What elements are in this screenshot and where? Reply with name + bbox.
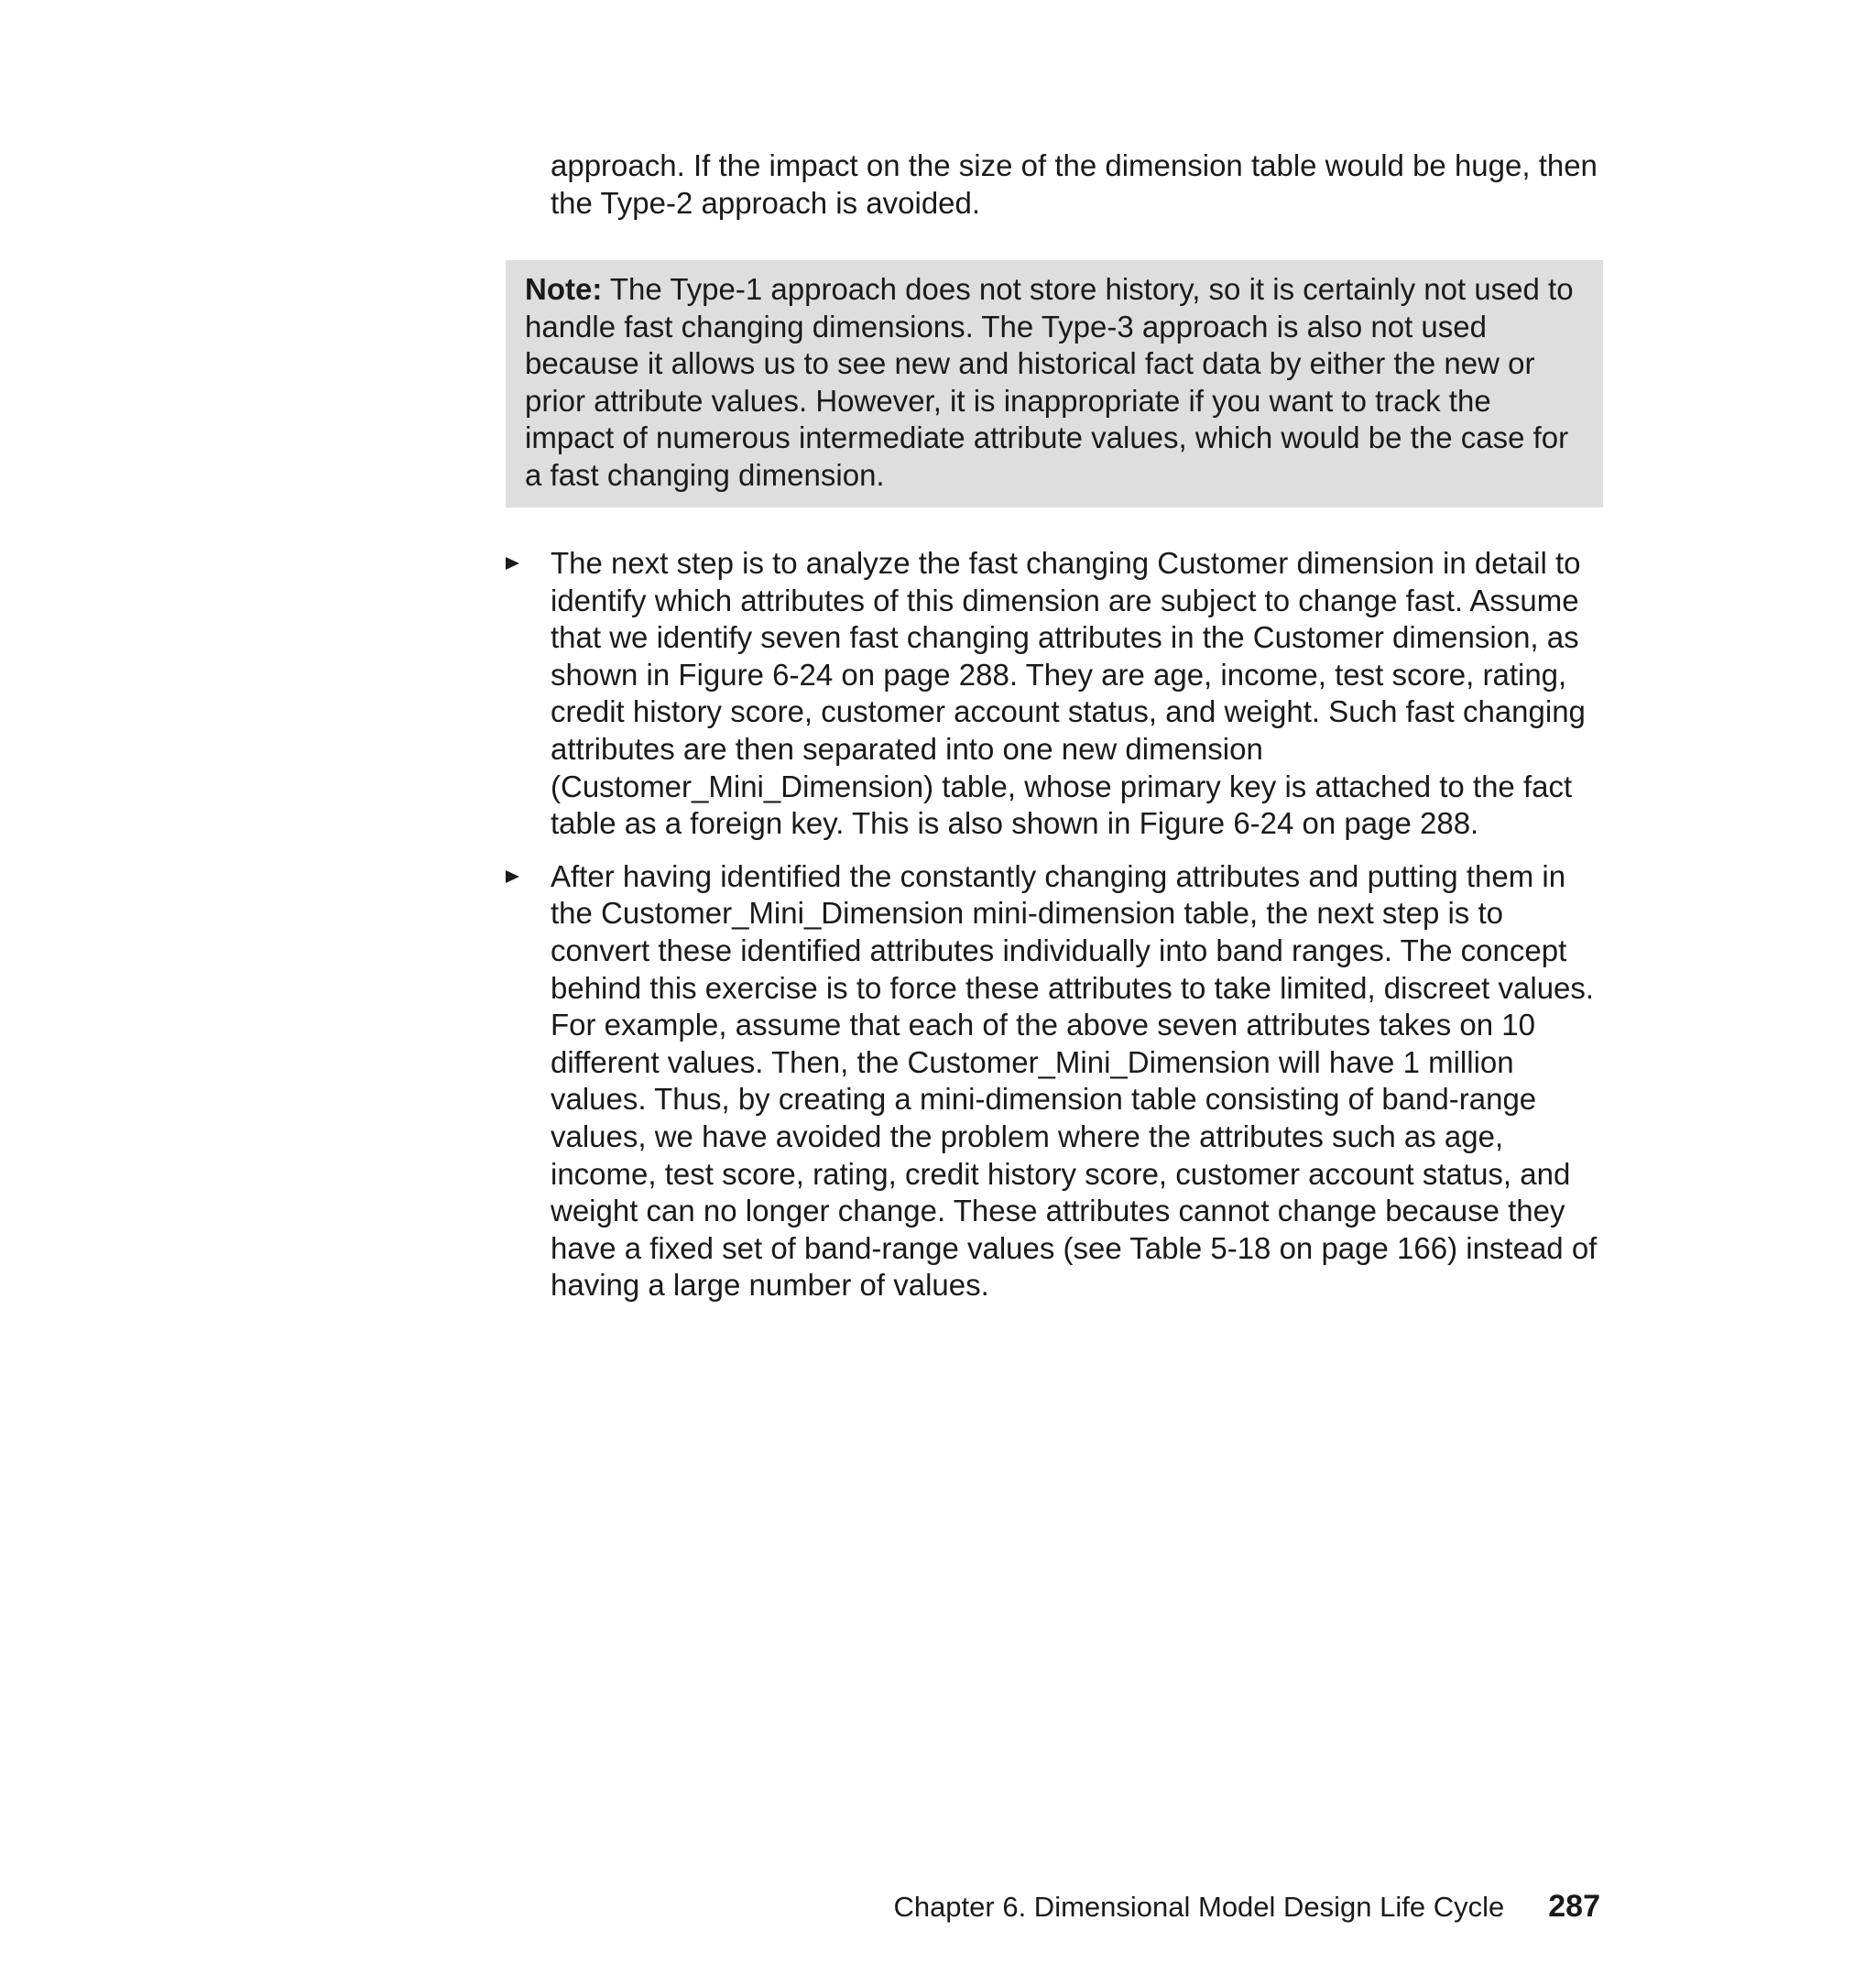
continuation-paragraph: approach. If the impact on the size of the dimension table would be huge, then the Type-2 approach is avoided. bbox=[551, 148, 1598, 220]
bullet-arrow-icon bbox=[506, 870, 519, 883]
note-text: The Type-1 approach does not store history, so it is certainly not used to handle fast changing dimensions. The Type-3 approach is also not used because it allows us to see new and historical fact data by either the new or prior attribute values. However, it is inappropriate if you want to track the impact of numerous intermediate attribute values, which would be the case for a fast changing dimension. bbox=[525, 272, 1574, 492]
list-item bbox=[506, 545, 1605, 843]
note-paragraph bbox=[525, 271, 1585, 495]
page-number: 287 bbox=[1548, 1889, 1600, 1924]
note-box bbox=[506, 260, 1603, 507]
bullet-arrow-icon bbox=[506, 557, 519, 570]
note-label: Note: bbox=[525, 272, 603, 306]
list-item bbox=[506, 858, 1605, 1304]
bullet-list bbox=[506, 545, 1605, 1320]
bullet-text: After having identified the constantly changing attributes and putting them in the Customer_Mini_Dimension mini-dimension table, the next step is to convert these identified attributes individually into band ranges. The concept behind this exercise is to force these attributes to take limited, discreet values. For example, assume that each of the above seven attributes takes on 10 different values. Then, the Customer_Mini_Dimension will have 1 million values. Thus, by creating a mini-dimension table consisting of band-range values, we have avoided the problem where the attributes such as age, income, test score, rating, credit history score, customer account status, and weight can no longer change. These attributes cannot change because they have a fixed set of band-range values (see Table 5-18 on page 166) instead of having a large number of values. bbox=[551, 858, 1598, 1303]
bullet-text: The next step is to analyze the fast changing Customer dimension in detail to identify which attributes of this dimension are subject to change fast. Assume that we identify seven fast changing attributes in the Customer dimension, as shown in Figure 6-24 on page 288. They are age, income, test score, rating, credit history score, customer account status, and weight. Such fast changing attributes are then separated into one new dimension (Customer_Mini_Dimension) table, whose primary key is attached to the fact table as a foreign key. This is also shown in Figure 6-24 on page 288. bbox=[551, 546, 1586, 841]
page-footer bbox=[893, 1889, 1600, 1925]
footer-chapter-title: Chapter 6. Dimensional Model Design Life Cycle bbox=[893, 1891, 1505, 1923]
